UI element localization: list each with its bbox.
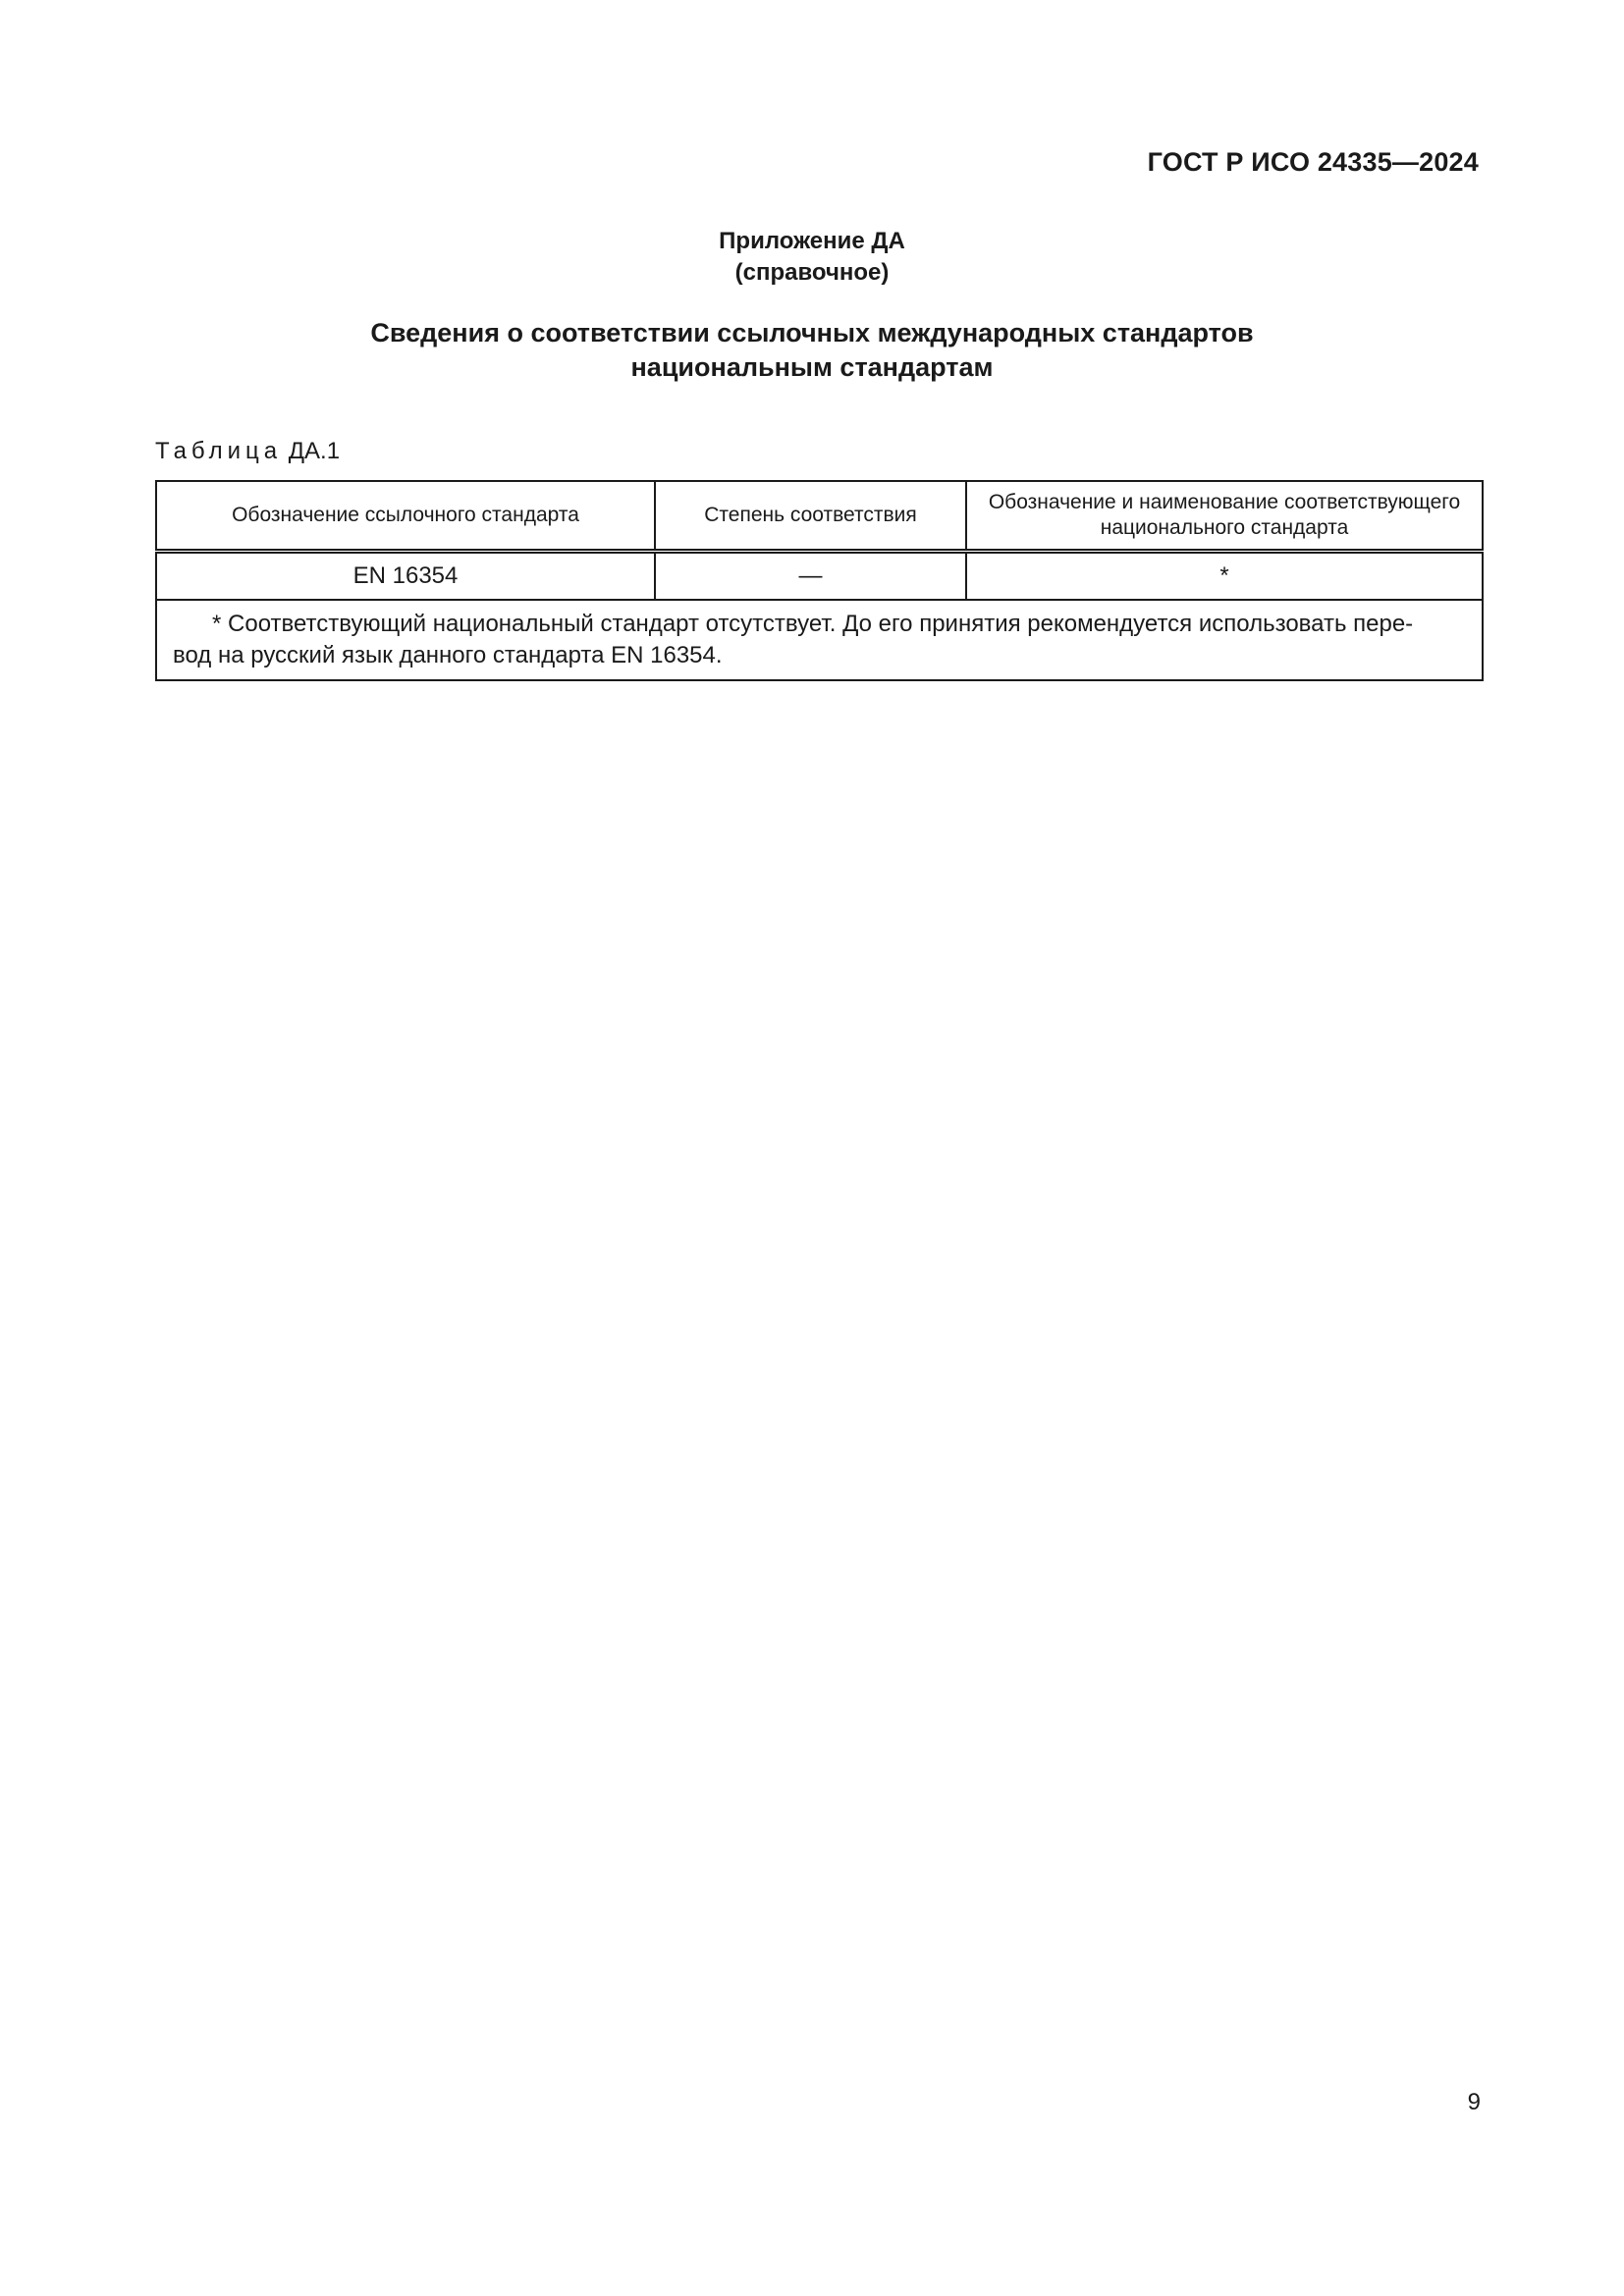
appendix-heading	[0, 226, 1624, 289]
footnote-line2: вод на русский язык данного стандарта EN 16354.	[173, 642, 723, 668]
section-title-line1: Сведения о соответствии ссылочных международных стандартов	[370, 318, 1254, 347]
table-row	[156, 552, 1483, 601]
section-title-line2: национальным стандартам	[630, 352, 994, 382]
table-note-row	[156, 600, 1483, 680]
section-title	[0, 316, 1624, 385]
header-degree-of-conformity: Степень соответствия	[655, 481, 966, 552]
page-number: 9	[1467, 2089, 1481, 2115]
header-reference-standard: Обозначение ссылочного стандарта	[156, 481, 655, 552]
cell-reference-standard: EN 16354	[156, 552, 655, 601]
cell-degree-of-conformity: —	[655, 552, 966, 601]
header-national-standard: Обозначение и наименование соответствующего национального стандарта	[966, 481, 1483, 552]
footnote-line1: * Соответствующий национальный стандарт отсутствует. До его принятия рекомендуется использовать пере-	[212, 611, 1414, 637]
table-caption-label: Таблица	[155, 438, 283, 464]
table-footnote	[156, 600, 1483, 680]
table-caption-number: ДА.1	[288, 438, 341, 464]
table-caption	[155, 438, 340, 465]
appendix-title: Приложение ДА	[719, 228, 905, 254]
reference-standards-table	[155, 480, 1484, 681]
document-code: ГОСТ Р ИСО 24335—2024	[1147, 147, 1479, 177]
cell-national-standard: *	[966, 552, 1483, 601]
table-header-row	[156, 481, 1483, 552]
appendix-subtitle: (справочное)	[734, 259, 890, 286]
